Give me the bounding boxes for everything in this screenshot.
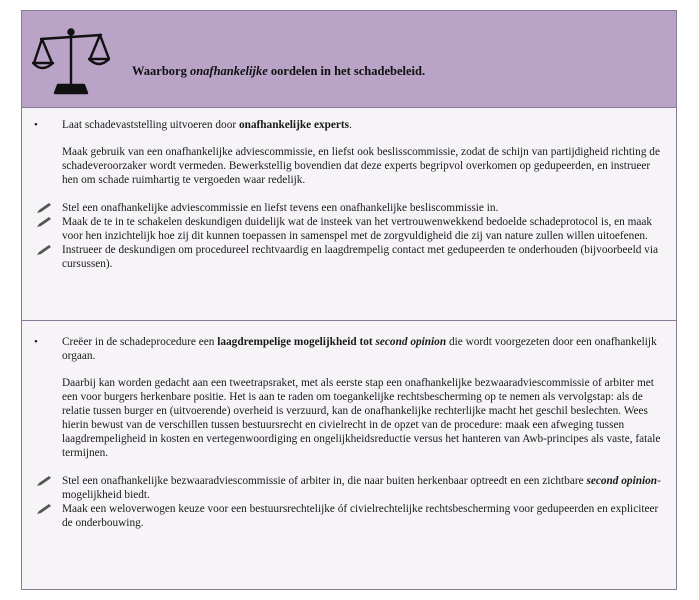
main-bullet: • Creëer in de schadeprocedure een laagdrempelige mogelijkheid tot second opinion die wordt voorgezeten door een onafhankelijk orgaan. xyxy=(34,336,657,362)
explanation-paragraph: Maak gebruik van een onafhankelijke adviescommissie, en liefst ook beslisscommissie, zodat de schijn van partijdigheid richting de schadeveroorzaker wordt vermeden. Bewerkstellig bovendien dat deze experts begripvol overkomen op gedupeerden, en instrueer hen om schade ruimhartig te vergoeden waar redelijk. xyxy=(62,146,660,186)
section-independent-experts xyxy=(22,108,676,321)
section-second-opinion xyxy=(22,321,676,591)
box-header xyxy=(22,11,676,108)
action-item: Instrueer de deskundigen om procedureel rechtvaardig en laagdrempelig contact met gedupeerden te onderhouden (bijvoorbeeld via cursussen). xyxy=(30,243,666,271)
action-item: Maak een weloverwogen keuze voor een bestuursrechtelijke óf civielrechtelijke rechtsbescherming voor gedupeerden en expliciteer de onderbouwing. xyxy=(30,502,666,530)
action-item: Maak de te in te schakelen deskundigen duidelijk wat de insteek van het vertrouwenwekkend bedoelde schadeprotocol is, en maak voor hen inzichtelijk hoe zij dit kunnen toepassen in samenspel met de zorgvuldigheid die zij van nature zullen willen uitoefenen. xyxy=(30,215,666,243)
pencil-icon xyxy=(36,503,52,515)
explanation-paragraph: Daarbij kan worden gedacht aan een tweetrapsraket, met als eerste stap een onafhankelijke bezwaaradviescommissie of arbiter met een voor burgers herkenbare positie. Het is aan te raden om toegankelijke rechtsbescherming op te nemen als vervolgstap: als de relatie tussen burger en (uitvoerende) overheid is verzuurd, kan de onafhankelijke rechterlijke macht het geschil beslechten. Wees hierin bewust van de verschillen tussen bestuursrecht en civielrecht in de opzet van de procedure: maak een afweging tussen laagdrempeligheid in kosten en vertegenwoordiging en ongelijkheidsreductie versus het hanteren van Awb-principes als vaste, fatale termijnen. xyxy=(62,377,661,459)
box-title: Waarborg onafhankelijke oordelen in het schadebeleid. xyxy=(132,64,426,78)
main-bullet: • Laat schadevaststelling uitvoeren door onafhankelijke experts. xyxy=(34,119,352,131)
action-item: Stel een onafhankelijke adviescommissie en liefst tevens een onafhankelijke besliscommissie in. xyxy=(30,201,666,215)
scale-of-justice-icon xyxy=(32,23,110,97)
recommendation-box xyxy=(21,10,677,590)
pencil-icon xyxy=(36,202,52,214)
pencil-icon xyxy=(36,244,52,256)
action-item: Stel een onafhankelijke bezwaaradviescommissie of arbiter in, die naar buiten herkenbaar optreedt en een zichtbare second opinion-mogelijkheid biedt. xyxy=(30,474,666,502)
pencil-icon xyxy=(36,216,52,228)
pencil-icon xyxy=(36,475,52,487)
